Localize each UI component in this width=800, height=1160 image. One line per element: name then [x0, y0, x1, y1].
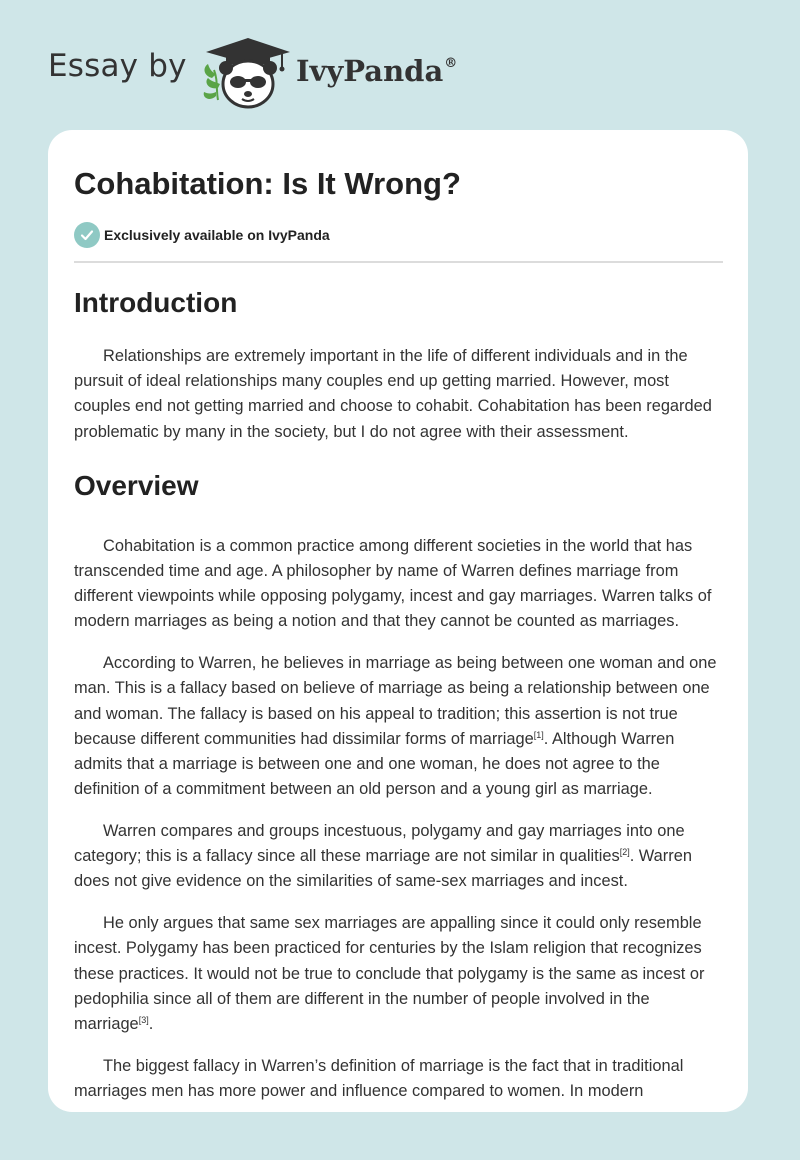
- paragraph-text: Warren compares and groups incestuous, polygamy and gay marriages into one category; this is a fallacy since all these marriage are not similar in qualities: [74, 822, 685, 866]
- citation-link[interactable]: [2]: [619, 847, 630, 858]
- registered-mark: ®: [444, 56, 458, 71]
- paragraph-text: . Although Warren admits that a marriage is between one and one woman, he does not agree to the definition of a commitment between an old person and a young girl as marriage.: [74, 729, 675, 799]
- check-circle-icon: [74, 222, 100, 248]
- citation-link[interactable]: [1]: [533, 729, 544, 740]
- page-title: Cohabitation: Is It Wrong?: [74, 166, 461, 201]
- paragraph: Cohabitation is a common practice among different societies in the world that has transcended time and age. A philosopher by name of Warren defines marriage from different viewpoints while opposing polygamy, incest and gay marriages. Warren talks of modern marriages as being a notion and that they cannot be counted as marriages.: [74, 536, 712, 631]
- paragraph-text: According to Warren, he believes in marriage as being between one woman and one man. This is a fallacy based on believe of marriage as being a relationship between one and woman. The fallacy is based on his appeal to tradition; this assertion is not true because different communities had dissimilar forms of marriage: [74, 654, 717, 748]
- essay-body: [74, 282, 724, 1104]
- panda-graduate-logo-icon[interactable]: [200, 34, 296, 110]
- exclusive-badge: [74, 222, 330, 248]
- paragraph-text: .: [148, 1015, 154, 1034]
- paragraph: Relationships are extremely important in the life of different individuals and in the pursuit of ideal relationships many couples end up getting married. However, most couples end not getting married and choose to cohabit. Cohabitation has been regarded problematic by many in the society, but I do not agree with their assessment.: [74, 347, 712, 441]
- essay-by-label: Essay by: [48, 48, 187, 84]
- brand-name[interactable]: [296, 54, 457, 88]
- divider: [74, 261, 723, 263]
- paragraph-text: He only argues that same sex marriages are appalling since it could only resemble incest. Polygamy has been practiced for centuries by the Islam religion that recognizes these practices. It would not be true to conclude that polygamy is the same as incest or pedophilia since all of them are different in the number of people involved in the marriage: [74, 914, 705, 1034]
- brand-text: IvyPanda: [296, 54, 444, 88]
- site-header: [0, 0, 800, 130]
- paragraph: [74, 911, 724, 1037]
- badge-text: Exclusively available on IvyPanda: [104, 227, 330, 243]
- citation-link[interactable]: [3]: [138, 1015, 149, 1026]
- paragraph: [74, 651, 724, 802]
- section-heading-overview: Overview: [74, 469, 199, 501]
- paragraph: [74, 819, 724, 895]
- paragraph-text: . Warren does not give evidence on the similarities of same-sex marriages and incest.: [74, 847, 692, 891]
- essay-card: [48, 130, 748, 1112]
- section-heading-introduction: Introduction: [74, 287, 238, 318]
- paragraph: The biggest fallacy in Warren’s definition of marriage is the fact that in traditional marriages men has more power and influence compared to women. In modern: [74, 1056, 684, 1101]
